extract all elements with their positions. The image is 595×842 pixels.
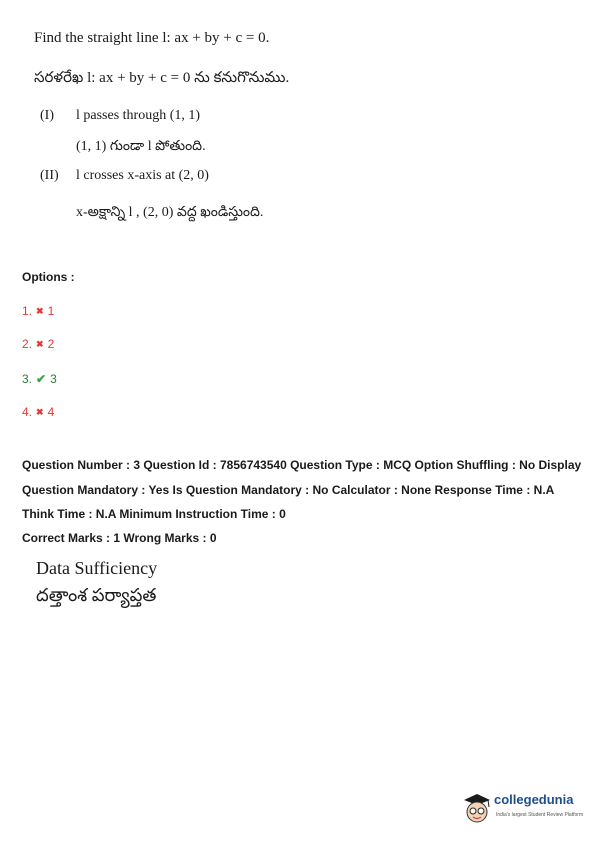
option-text: 4 (47, 405, 55, 419)
cross-icon: ✖ (36, 406, 44, 417)
option-number: 4. (22, 405, 33, 419)
cross-icon: ✖ (36, 338, 44, 349)
option-number: 2. (22, 337, 33, 351)
question-english: Find the straight line l: ax + by + c = 0. (34, 30, 270, 46)
options-title: Options : (22, 270, 75, 284)
section-title-telugu: దత్తాంశ పర్యాప్తత (36, 585, 157, 605)
option-number: 1. (22, 304, 33, 318)
logo-name: collegedunia (494, 792, 574, 807)
option-number: 3. (22, 372, 33, 386)
check-icon: ✔ (36, 372, 47, 386)
statement-1-telugu: (1, 1) గుండా l పోతుంది. (76, 139, 206, 154)
section-title-english: Data Sufficiency (36, 558, 158, 578)
statement-2-telugu: x-అక్షాన్ని l , (2, 0) వద్ద ఖండిస్తుంది. (76, 205, 264, 220)
option-1 (22, 304, 54, 318)
statement-1-number: (I) (40, 108, 54, 123)
collegedunia-logo (460, 788, 588, 828)
logo-tagline: India's largest Student Review Platform (496, 812, 584, 818)
question-telugu: సరళరేఖ l: ax + by + c = 0 ను కనుగొనుము. (34, 70, 290, 86)
option-4 (22, 405, 54, 419)
question-metadata: Question Number : 3 Question Id : 7856743540 Question Type : MCQ Option Shuffling : No Display Question Mandatory : Yes Is Question Mandatory : No Calculator : None Response Time : N.A Think Time : N.A Minimum Instruction Time : 0 (22, 458, 582, 521)
option-text: 2 (47, 337, 55, 351)
statement-2-english: l crosses x-axis at (2, 0) (76, 168, 209, 183)
option-3 (22, 372, 57, 386)
option-2 (22, 337, 54, 351)
marks-info: Correct Marks : 1 Wrong Marks : 0 (22, 531, 217, 545)
mascot-icon (460, 788, 494, 828)
statement-1-english: l passes through (1, 1) (76, 108, 201, 123)
option-text: 3 (50, 372, 57, 386)
option-text: 1 (47, 304, 55, 318)
statement-2-number: (II) (40, 168, 59, 183)
cross-icon: ✖ (36, 305, 44, 316)
